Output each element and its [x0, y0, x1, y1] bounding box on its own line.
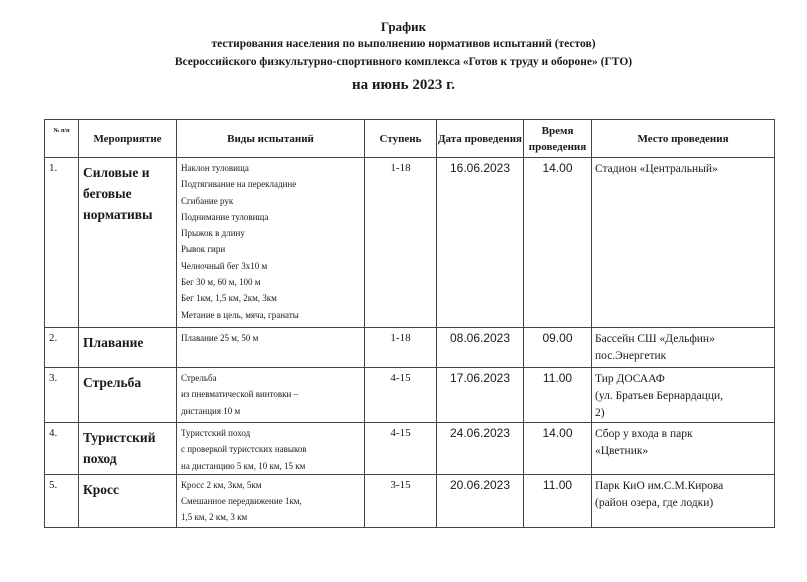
table-row	[45, 474, 775, 527]
test-type-item: Сгибание рук	[181, 195, 234, 206]
row-number: 5.	[45, 474, 79, 527]
period-title: на июнь 2023 г.	[352, 77, 455, 93]
event-time: 11.00	[524, 474, 592, 527]
test-type-item: Бег 1км, 1,5 км, 2км, 3км	[181, 293, 277, 304]
event-name: Плавание	[79, 328, 177, 368]
column-header-date: Дата проведения	[437, 120, 524, 158]
subtitle-line-2: Всероссийского физкультурно-спортивного комплекса «Готов к труду и обороне» (ГТО)	[174, 56, 633, 68]
event-date: 08.06.2023	[437, 328, 524, 368]
schedule-table	[44, 119, 775, 528]
stage-range: 1-18	[365, 328, 437, 368]
event-time: 14.00	[524, 423, 592, 475]
place-line: (ул. Братьев Бернардацци,	[595, 390, 724, 402]
test-types	[177, 328, 365, 368]
test-type-item: 1,5 км, 2 км, 3 км	[181, 512, 248, 523]
test-type-item: Поднимание туловища	[181, 211, 269, 222]
test-type-item: Плавание 25 м, 50 м	[181, 333, 259, 343]
event-name: Кросс	[79, 474, 177, 527]
test-type-item: Кросс 2 км, 3км, 5км	[181, 479, 262, 490]
row-number: 1.	[45, 158, 79, 328]
event-date: 20.06.2023	[437, 474, 524, 527]
column-header-event: Мероприятие	[79, 120, 177, 158]
place-line: 2)	[595, 407, 605, 419]
column-header-place: Место проведения	[592, 120, 775, 158]
event-date: 24.06.2023	[437, 423, 524, 475]
event-date: 16.06.2023	[437, 158, 524, 328]
table-row	[45, 423, 775, 475]
event-place	[592, 474, 775, 527]
test-type-item: Смешанное передвижение 1км,	[181, 496, 302, 507]
stage-range: 1-18	[365, 158, 437, 328]
table-row	[45, 158, 775, 328]
test-type-item: Наклон туловища	[181, 163, 249, 173]
test-types	[177, 158, 365, 328]
column-header-time: Время проведения	[524, 120, 592, 158]
stage-range: 4-15	[365, 368, 437, 423]
test-type-item: Туристский поход	[181, 428, 251, 438]
event-place	[592, 328, 775, 368]
test-types	[177, 368, 365, 423]
place-line: пос.Энергетик	[595, 350, 667, 362]
place-line: Стадион «Центральный»	[595, 163, 718, 175]
row-number: 4.	[45, 423, 79, 475]
stage-range: 4-15	[365, 423, 437, 475]
test-type-item: Рывок гири	[181, 244, 226, 255]
event-time: 14.00	[524, 158, 592, 328]
place-line: «Цветник»	[595, 445, 649, 457]
stage-range: 3-15	[365, 474, 437, 527]
test-type-item: Прыжок в длину	[181, 228, 245, 239]
test-types	[177, 474, 365, 527]
title: График	[380, 19, 427, 34]
place-line: Сбор у входа в парк	[595, 428, 693, 440]
test-type-item: дистанция 10 м	[181, 405, 241, 416]
event-time: 09.00	[524, 328, 592, 368]
column-header-num: № п/п	[45, 120, 79, 158]
place-line: Тир ДОСААФ	[595, 373, 665, 385]
event-place	[592, 423, 775, 475]
event-date: 17.06.2023	[437, 368, 524, 423]
event-place	[592, 158, 775, 328]
place-line: (район озера, где лодки)	[595, 496, 714, 509]
event-name: Туристский поход	[79, 423, 177, 475]
test-type-item: Стрельба	[181, 373, 217, 383]
test-type-item: Челночный бег 3х10 м	[181, 260, 268, 271]
test-types	[177, 423, 365, 475]
table-header-row	[45, 120, 775, 158]
event-place	[592, 368, 775, 423]
event-name: Силовые и беговые нормативы	[79, 158, 177, 328]
test-type-item: Метание в цель, мяча, гранаты	[181, 309, 299, 320]
table-row	[45, 368, 775, 423]
column-header-tests: Виды испытаний	[177, 120, 365, 158]
row-number: 2.	[45, 328, 79, 368]
table-row	[45, 328, 775, 368]
test-type-item: с проверкой туристских навыков	[181, 444, 307, 455]
test-type-item: Подтягивание на перекладине	[181, 179, 297, 190]
test-type-item: на дистанцию 5 км, 10 км, 15 км	[181, 460, 306, 471]
subtitle-line-1: тестирования населения по выполнению нормативов испытаний (тестов)	[211, 38, 596, 50]
place-line: Парк КиО им.С.М.Кирова	[595, 479, 724, 492]
place-line: Бассейн СШ «Дельфин»	[595, 333, 715, 345]
test-type-item: Бег 30 м, 60 м, 100 м	[181, 277, 261, 288]
event-time: 11.00	[524, 368, 592, 423]
test-type-item: из пневматической винтовки –	[181, 389, 299, 400]
event-name: Стрельба	[79, 368, 177, 423]
column-header-stage: Ступень	[365, 120, 437, 158]
row-number: 3.	[45, 368, 79, 423]
